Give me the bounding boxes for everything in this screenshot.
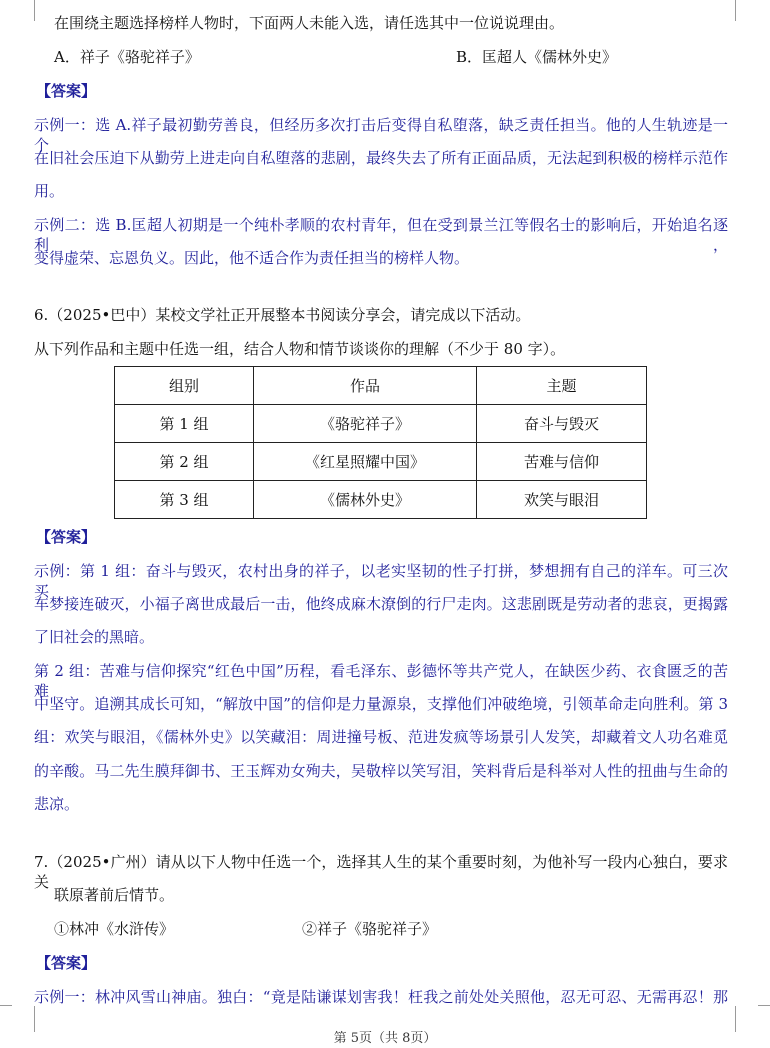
q7-option-1: ①林冲《水浒传》	[54, 920, 175, 938]
table-header-cell: 作品	[254, 367, 477, 405]
q6-answer-line: 车梦接连破灭，小福子离世成最后一击，他终成麻木潦倒的行尸走肉。这悲剧既是劳动者的悲哀，更揭露	[34, 595, 728, 613]
table-cell: 第 1 组	[115, 405, 254, 443]
table-cell: 苦难与信仰	[477, 443, 647, 481]
table-row	[115, 405, 647, 443]
q5-option-a: A．祥子《骆驼祥子》	[54, 48, 200, 66]
table-cell: 第 3 组	[115, 481, 254, 519]
table-cell: 《骆驼祥子》	[254, 405, 477, 443]
table-header-cell: 主题	[477, 367, 647, 405]
q6-answer-line: 了旧社会的黑暗。	[34, 628, 155, 646]
q7-title-line1: 7.（2025•广州）请从以下人物中任选一个，选择其人生的某个重要时刻，为他补写一段内心独白，要求关	[34, 853, 728, 891]
table-cell: 第 2 组	[115, 443, 254, 481]
q6-answer-line: 组：欢笑与眼泪，《儒林外史》以笑藏泪：周进撞号板、范进发疯等场景引人发笑，却藏着文人功名难觅	[34, 728, 728, 746]
table-cell: 奋斗与毁灭	[477, 405, 647, 443]
q5-example2-line1: 示例二：选 B.匡超人初期是一个纯朴孝顺的农村青年，但在受到景兰江等假名士的影响后，开始追名逐利，	[34, 216, 728, 254]
q5-example1-line1: 示例一：选 A.祥子最初勤劳善良，但经历多次打击后变得自私堕落，缺乏责任担当。他的人生轨迹是一个	[34, 116, 728, 154]
q5-prompt: 在围绕主题选择榜样人物时，下面两人未能入选，请任选其中一位说说理由。	[54, 14, 565, 32]
crop-mark-top-right	[735, 0, 758, 21]
q6-answer-label: 【答案】	[36, 528, 97, 546]
q7-example1-line1: 示例一：林冲风雪山神庙。独白：“竟是陆谦谋划害我！枉我之前处处关照他，忍无可忍、无需再忍！那	[34, 988, 728, 1006]
q6-answer-line: 第 2 组：苦难与信仰探究“红色中国”历程，看毛泽东、彭德怀等共产党人，在缺医少药、衣食匮乏的苦难	[34, 662, 728, 700]
q6-answer-line: 示例：第 1 组：奋斗与毁灭，农村出身的祥子，以老实坚韧的性子打拼，梦想拥有自己的洋车。可三次买	[34, 562, 728, 600]
q6-title: 6.（2025•巴中）某校文学社正开展整本书阅读分享会，请完成以下活动。	[34, 306, 531, 324]
table-cell: 欢笑与眼泪	[477, 481, 647, 519]
q6-answer-line: 悲凉。	[34, 795, 80, 813]
table-cell: 《儒林外史》	[254, 481, 477, 519]
q6-prompt: 从下列作品和主题中任选一组，结合人物和情节谈谈你的理解（不少于 80 字）。	[34, 340, 566, 358]
q7-option-2: ②祥子《骆驼祥子》	[302, 920, 438, 938]
q5-example1-line3: 用。	[34, 182, 65, 200]
crop-mark-bottom-right-h	[758, 1005, 770, 1006]
table-header-row	[115, 367, 647, 405]
table-row	[115, 443, 647, 481]
crop-mark-top-left	[12, 0, 35, 21]
page-footer: 第 5页（共 8页）	[333, 1031, 437, 1046]
crop-mark-bottom-left-h	[0, 1005, 12, 1006]
table-row	[115, 481, 647, 519]
q5-example2-line2: 变得虚荣、忘恩负义。因此，他不适合作为责任担当的榜样人物。	[34, 249, 470, 267]
works-table	[114, 366, 647, 519]
q5-answer-label: 【答案】	[36, 82, 97, 100]
table-cell: 《红星照耀中国》	[254, 443, 477, 481]
table-header-cell: 组别	[115, 367, 254, 405]
q7-answer-label: 【答案】	[36, 954, 97, 972]
q5-example1-line2: 在旧社会压迫下从勤劳上进走向自私堕落的悲剧，最终失去了所有正面品质，无法起到积极的榜样示范作	[34, 149, 728, 167]
q5-option-b: B．匡超人《儒林外史》	[456, 48, 618, 66]
q6-answer-line: 的辛酸。马二先生膜拜御书、王玉辉劝女殉夫，吴敬梓以笑写泪，笑料背后是科举对人性的扭曲与生命的	[34, 762, 728, 780]
q7-title-line2: 联原著前后情节。	[54, 886, 175, 904]
q6-answer-line: 中坚守。追溯其成长可知，“解放中国”的信仰是力量源泉，支撑他们冲破绝境，引领革命走向胜利。第 3	[34, 695, 728, 713]
